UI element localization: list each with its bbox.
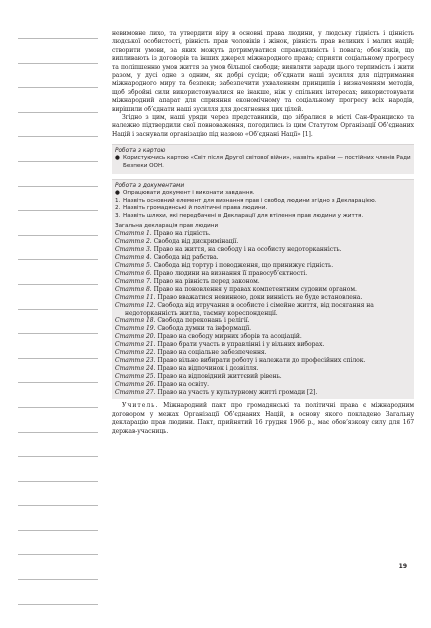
- article-label: Стаття 24.: [115, 364, 156, 372]
- article-line: [115, 381, 411, 389]
- bullet-icon: ●: [115, 189, 120, 196]
- intro-paragraph: невимовне лихо, та утвердити віру в основні права людини, у людську гідність і цінність людської особистості, рівність прав чоловіків і жінок, рівність прав великих і малих націй; створити умови, за яких можуть дотримуватися справедливість і повага; обов’язків, що випливають із договорів та інших джерел міжнародного права; сприяти соціальному прогресу та поліпшенню умов життя за умов більшої свободи; виявляти заради цього терпимість і жити разом, у дусі одне з одним, як добрі сусіди; об’єднати наші зусилля для підтримання міжнародного миру та безпеки; забезпечити ухваленням принципів і визначенням методів, щоб збройні сили використовувалися не інакше, ніж у спільних інтересах; використовувати міжнародний апарат для сприяння економічному та соціальному прогресу всіх народів, вирішили об’єднати наші зусилля для досягнення цих цілей.: [112, 30, 414, 113]
- article-label: Стаття 20.: [115, 333, 156, 341]
- article-line: [115, 341, 411, 349]
- article-text: Свобода від втручання в особисте і сімейне життя, від посягання на недоторканність житла, таємну кореспонденції.: [125, 301, 374, 317]
- map-box-bullet-text: Користуючись картою «Світ після Другої світової війни», назвіть країни — постійних членів Ради Безпеки ООН.: [123, 155, 411, 170]
- article-label: Стаття 1.: [115, 230, 152, 238]
- article-line: [115, 333, 411, 341]
- article-label: Стаття 26.: [115, 380, 156, 388]
- doc-box-title: Робота з документами: [115, 182, 185, 189]
- article-line: [115, 246, 411, 254]
- task-item: [115, 213, 411, 221]
- article-label: Стаття 21.: [115, 341, 156, 349]
- article-text: Право на відпочинок і дозвілля.: [157, 364, 259, 372]
- article-line: [115, 278, 411, 286]
- doc-box-bullet-text: Опрацювати документ і виконати завдання.: [123, 189, 255, 196]
- task-text: Назвіть шляхи, які передбачені в Декларації для втілення прав людини у життя.: [123, 212, 364, 219]
- article-label: Стаття 3.: [115, 246, 152, 254]
- article-text: Свобода думки та інформації.: [157, 325, 251, 333]
- article-line: [115, 325, 411, 333]
- article-line: [115, 286, 411, 294]
- article-label: Стаття 18.: [115, 317, 156, 325]
- article-text: Право на відповідний життєвий рівень.: [157, 372, 282, 380]
- article-text: Свобода від тортур і поводження, що принижує гідність.: [153, 262, 334, 270]
- article-line: [115, 270, 411, 278]
- map-work-box: [112, 144, 414, 174]
- article-line: [115, 254, 411, 262]
- article-label: Стаття 8.: [115, 285, 152, 293]
- article-label: Стаття 6.: [115, 269, 152, 277]
- article-line: [115, 349, 411, 357]
- doc-box-bullet: [115, 190, 411, 198]
- task-text: Назвіть основний елемент для визнання прав і свобод людини згідно з Декларацією.: [123, 197, 377, 204]
- article-line: [115, 238, 411, 246]
- page-content: [112, 30, 414, 436]
- article-text: Право на рівність перед законом.: [153, 277, 260, 285]
- article-label: Стаття 19.: [115, 325, 156, 333]
- article-line: [115, 365, 411, 373]
- article-line: [115, 294, 411, 302]
- article-line: [115, 262, 411, 270]
- margin-notes-lines: [18, 38, 98, 628]
- article-label: Стаття 12.: [115, 301, 156, 309]
- article-label: Стаття 27.: [115, 388, 156, 396]
- map-box-bullet: [115, 155, 411, 171]
- document-work-box: [112, 179, 414, 400]
- article-label: Стаття 4.: [115, 254, 152, 262]
- task-text: Назвіть громадянські й політичні права людини.: [123, 205, 268, 212]
- teacher-text: Міжнародний пакт про громадянські та політичні права є міжнародним договором у межах Організації Об’єднаних Націй, в основу якого покладено Загальну декларацію прав людини. Пакт, прийнятий 16 грудня 1966 р., має обов’язкову силу для 167 держав-учасниць.: [112, 402, 414, 435]
- teacher-paragraph: [112, 402, 414, 436]
- article-line: [115, 230, 411, 238]
- task-number: 2.: [115, 205, 121, 212]
- teacher-label: Учитель.: [122, 402, 159, 410]
- article-label: Стаття 7.: [115, 277, 152, 285]
- article-label: Стаття 23.: [115, 356, 156, 364]
- article-text: Право людини на визнання її правосуб’єктності.: [153, 269, 308, 277]
- article-text: Свобода від дискримінації.: [153, 238, 239, 246]
- bullet-icon: ●: [115, 155, 120, 162]
- article-text: Право на поновлення у правах компетентним судовим органом.: [153, 285, 357, 293]
- article-line: [115, 389, 411, 397]
- article-text: Право на участь у культурному житті громади [2].: [157, 388, 318, 396]
- article-text: Право на свободу мирних зборів та асоціацій.: [157, 333, 302, 341]
- article-label: Стаття 25.: [115, 372, 156, 380]
- article-line: [115, 373, 411, 381]
- article-text: Право на гідність.: [153, 230, 211, 238]
- article-text: Право на освіту.: [157, 380, 210, 388]
- second-paragraph: Згідно з цим, наші уряди через представників, що зібралися в місті Сан-Франциско та належно підтвердили свої повноваження, погодились із цим Статутом Організації Об’єднаних Націй і заснували організацію під назвою «Об’єднані Нації» [1].: [112, 114, 414, 138]
- task-number: 1.: [115, 197, 121, 204]
- declaration-title: Загальна декларація прав людини: [115, 223, 219, 230]
- article-text: Право на життя, на свободу і на особисту недоторканність.: [153, 246, 342, 254]
- article-line: [115, 317, 411, 325]
- article-text: Право на соціальне забезпечення.: [157, 349, 267, 357]
- article-label: Стаття 11.: [115, 293, 156, 301]
- task-number: 3.: [115, 212, 121, 219]
- article-text: Свобода від рабства.: [153, 254, 219, 262]
- article-line: [115, 357, 411, 365]
- article-label: Стаття 22.: [115, 349, 156, 357]
- article-line: [115, 302, 411, 318]
- article-text: Свобода переконань і релігії.: [157, 317, 250, 325]
- article-text: Право вважатися невинною, доки винність не буде встановлена.: [157, 293, 363, 301]
- map-box-title: Робота з картою: [115, 148, 166, 155]
- task-item: [115, 205, 411, 213]
- page-number: 19: [398, 563, 407, 570]
- article-text: Право вільно вибирати роботу і належати до професійних спілок.: [157, 356, 366, 364]
- article-label: Стаття 2.: [115, 238, 152, 246]
- article-label: Стаття 5.: [115, 262, 152, 270]
- article-text: Право брати участь в управлінні і у вільних виборах.: [157, 341, 325, 349]
